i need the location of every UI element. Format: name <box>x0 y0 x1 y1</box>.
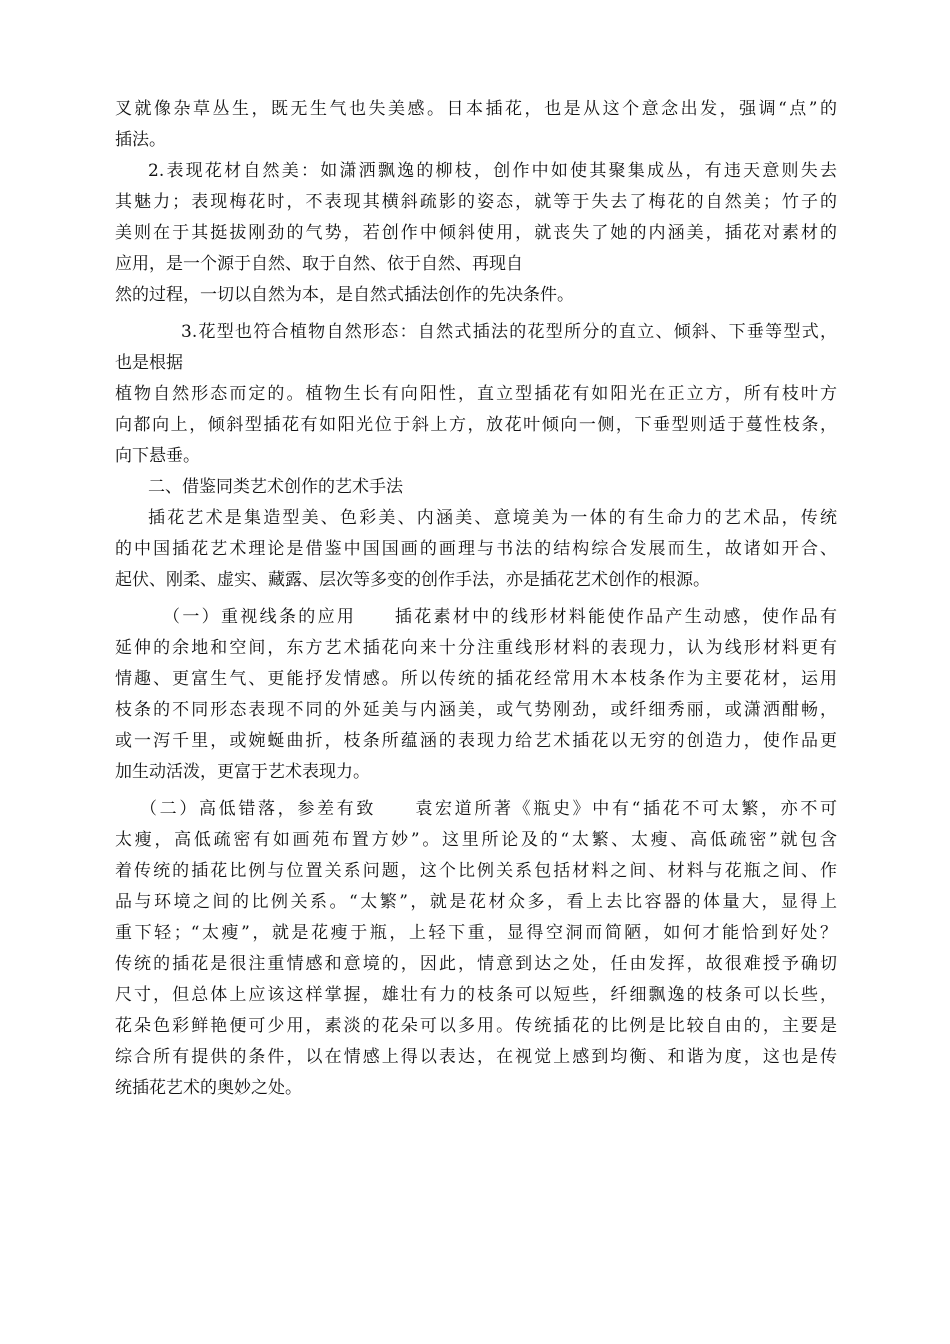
text-line: 着传统的插花比例与位置关系问题，这个比例关系包括材料之间、材料与花瓶之间、作 <box>115 861 837 881</box>
text-line: 品与环境之间的比例关系。“太繁”，就是花材众多，看上去比容器的体量大，显得上 <box>115 892 837 912</box>
text-line: 植物自然形态而定的。植物生长有向阳性，直立型插花有如阳光在正立方，所有枝叶方 <box>115 384 837 404</box>
text-line: 或一泻千里，或婉蜒曲折，枝条所蕴涵的表现力给艺术插花以无穷的创造力，使作品更 <box>115 731 837 751</box>
text-line: 综合所有提供的条件，以在情感上得以表达，在视觉上感到均衡、和谐为度，这也是传 <box>115 1047 837 1067</box>
paragraph-3 <box>115 317 837 472</box>
text-line: 情趣、更富生气、更能抒发情感。所以传统的插花经常用木本枝条作为主要花材，运用 <box>115 669 837 689</box>
paragraph-1 <box>115 94 837 156</box>
text-line: 应用，是一个源于自然、取于自然、依于自然、再现自 <box>115 254 523 274</box>
text-line: 花朵色彩鲜艳便可少用，素淡的花朵可以多用。传统插花的比例是比较自由的，主要是 <box>115 1016 837 1036</box>
paragraph-6 <box>115 602 837 788</box>
text-line: 美则在于其挺拔刚劲的气势，若创作中倾斜使用，就丧失了她的内涵美，插花对素材的 <box>115 223 837 243</box>
text-line: （一）重视线条的应用 插花素材中的线形材料能使作品产生动感，使作品有 <box>163 607 837 627</box>
text-line: 尺寸，但总体上应该这样掌握，雄壮有力的枝条可以短些，纤细飘逸的枝条可以长些， <box>115 985 837 1005</box>
paragraph-5 <box>115 503 837 596</box>
text-line: 延伸的余地和空间，东方艺术插花向来十分注重线形材料的表现力，认为线形材料更有 <box>115 638 837 658</box>
text-line: 统插花艺术的奥妙之处。 <box>115 1078 302 1098</box>
text-line: （二）高低错落，参差有致 袁宏道所著《瓶史》中有“插花不可太繁，亦不可 <box>140 799 837 819</box>
text-line: 插法。 <box>115 130 166 150</box>
text-line: 叉就像杂草丛生，既无生气也失美感。日本插花，也是从这个意念出发，强调“点”的 <box>115 99 837 119</box>
document-page <box>115 94 837 1104</box>
text-line: 2.表现花材自然美：如潇洒飘逸的柳枝，创作中如使其聚集成丛，有违天意则失去 <box>148 161 837 181</box>
text-line: 3.花型也符合植物自然形态：自然式插法的花型所分的直立、倾斜、下垂等型式， <box>181 322 837 342</box>
paragraph-2 <box>115 156 837 311</box>
text-line: 向下悬垂。 <box>115 446 200 466</box>
text-line: 也是根据 <box>115 353 183 373</box>
text-line: 起伏、刚柔、虚实、藏露、层次等多变的创作手法，亦是插花艺术创作的根源。 <box>115 570 710 590</box>
text-line: 向都向上，倾斜型插花有如阳光位于斜上方，放花叶倾向一侧，下垂型则适于蔓性枝条， <box>115 415 837 435</box>
text-line: 插花艺术是集造型美、色彩美、内涵美、意境美为一体的有生命力的艺术品，传统 <box>148 508 837 528</box>
text-line: 加生动活泼，更富于艺术表现力。 <box>115 762 370 782</box>
text-line: 其魅力；表现梅花时，不表现其横斜疏影的姿态，就等于失去了梅花的自然美；竹子的 <box>115 192 837 212</box>
text-line: 太瘦，高低疏密有如画苑布置方妙”。这里所论及的“太繁、太瘦、高低疏密”就包含 <box>115 830 837 850</box>
text-line: 枝条的不同形态表现不同的外延美与内涵美，或气势刚劲，或纤细秀丽，或潇洒酣畅， <box>115 700 837 720</box>
text-line: 传统的插花是很注重情感和意境的，因此，情意到达之处，任由发挥，故很难授予确切 <box>115 954 837 974</box>
section-heading <box>115 472 837 503</box>
text-line: 然的过程，一切以自然为本，是自然式插法创作的先决条件。 <box>115 285 574 305</box>
text-line: 的中国插花艺术理论是借鉴中国国画的画理与书法的结构综合发展而生，故诸如开合、 <box>115 539 837 559</box>
heading-line: 二、借鉴同类艺术创作的艺术手法 <box>148 477 403 497</box>
paragraph-7 <box>115 794 837 1104</box>
text-line: 重下轻；“太瘦”，就是花瘦于瓶，上轻下重，显得空洞而简陋，如何才能恰到好处？ <box>115 923 837 943</box>
